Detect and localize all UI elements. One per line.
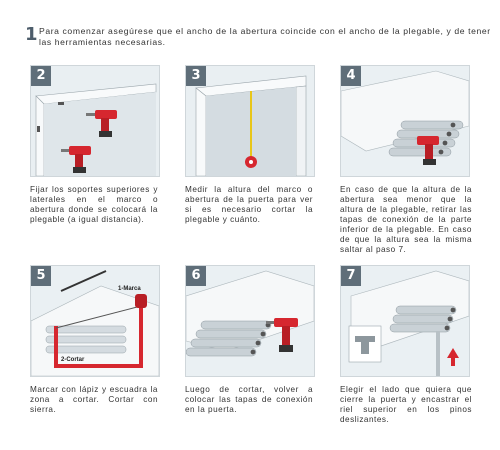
step-5-caption: Marcar con lápiz y escuadra la zona a cortar. Cortar con sierra. [30,385,158,414]
step-6-illustration [185,265,315,377]
step-7-caption: Elegir el lado que quiera que cierre la puerta y encastrar el riel superior en los pinos deslizantes. [340,385,472,424]
step-5-badge: 5 [31,266,51,286]
step-7-illustration [340,265,470,377]
step-4-illustration [340,65,470,177]
step-3-badge: 3 [186,66,206,86]
step-1-number: 1 [25,24,38,45]
label-mark: 1-Marca [118,286,141,292]
step-1-text: Para comenzar asegúrese que el ancho de la abertura coincide con el ancho de la plegable, y de tener las herramientas necesarias. [39,26,491,47]
step-6-caption: Luego de cortar, volver a colocar las tapas de conexión en la puerta. [185,385,313,414]
step-5-illustration [30,265,160,377]
step-7-badge: 7 [341,266,361,286]
step-2-illustration [30,65,160,177]
step-2-badge: 2 [31,66,51,86]
step-2-caption: Fijar los soportes superiores y laterales en el marco o abertura donde se colocará la plegable (a igual distancia). [30,185,158,224]
step-4-badge: 4 [341,66,361,86]
step-3-illustration [185,65,315,177]
step-6-badge: 6 [186,266,206,286]
label-cut: 2-Cortar [61,357,85,363]
step-3-caption: Medir la altura del marco o abertura de la puerta para ver si es necesario cortar la plegable y cuánto. [185,185,313,224]
step-4-caption: En caso de que la altura de la abertura sea menor que la altura de la plegable, retirar las tapas de conexión de la parte inferior de la plegable. En caso de que la altura sea la misma saltar al paso 7. [340,185,472,254]
